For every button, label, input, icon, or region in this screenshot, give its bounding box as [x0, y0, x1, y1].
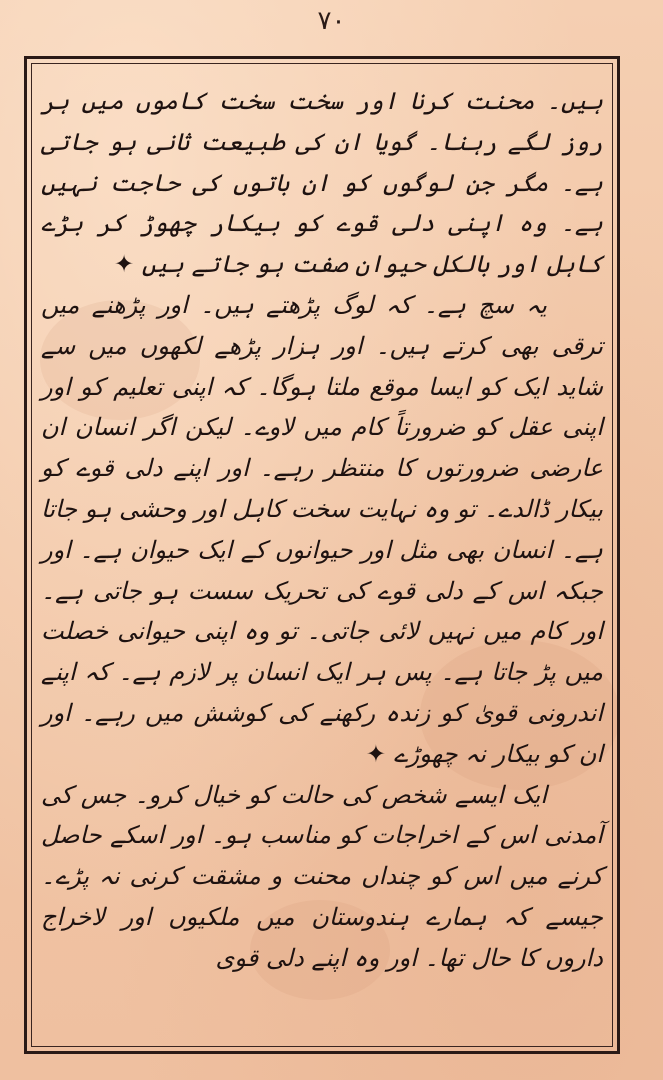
paragraph-3: ایک ایسے شخص کی حالت کو خیال کرو۔ جس کی آمدنی اس کے اخراجات کو مناسب ہو۔ اور اسکے حاصل کرنے میں اس کو چنداں محنت و مشقت کرنی نہ پڑے۔ جیسے کہ ہمارے ہندوستان میں ملکیوں اور لاخراج داروں کا حال تھا۔ اور وہ اپنے دلی قوی — [41, 780, 603, 972]
paragraph-2: یہ سچ ہے۔ کہ لوگ پڑھتے ہیں۔ اور پڑھنے میں ترقی بھی کرتے ہیں۔ اور ہزار پڑھے لکھوں میں سے شاید ایک کو ایسا موقع ملتا ہوگا۔ کہ اپنی تعلیم کو اور اپنی عقل کو ضرورتاً کام میں لاوے۔ لیکن اگر انسان ان عارضی ضرورتوں کا منتظر رہے۔ اور اپنے دلی قوے کو بیکار ڈالدے۔ تو وہ نہایت سخت کاہل اور وحشی ہو جاتا ہے۔ انسان بھی مثل اور حیوانوں کے ایک حیوان ہے۔ اور جبکہ اس کے دلی قوے کی تحریک سست ہو جاتی ہے۔ اور کام میں نہیں لائی جاتی۔ تو وہ اپنی حیوانی خصلت میں پڑ جاتا ہے۔ پس ہر ایک انسان پر لازم ہے۔ کہ اپنے اندرونی قویٰ کو زندہ رکھنے کی کوشش میں رہے۔ اور ان کو بیکار نہ چھوڑے ✦ — [41, 290, 603, 768]
page-number: ۷۰ — [317, 6, 346, 36]
page-border — [24, 56, 620, 1054]
paragraph-1: ہیں۔ محنت کرنا اور سخت سخت کاموں میں ہر روز لگے رہنا۔ گویا ان کی طبیعت ثانی ہو جاتی ہے۔ مگر جن لوگوں کو ان باتوں کی حاجت نہیں ہے۔ وہ اپنی دلی قوے کو بیکار چھوڑ کر بڑے کاہل اور بالکل حیوان صفت ہو جاتے ہیں ✦ — [41, 87, 603, 279]
body-text — [41, 81, 603, 979]
